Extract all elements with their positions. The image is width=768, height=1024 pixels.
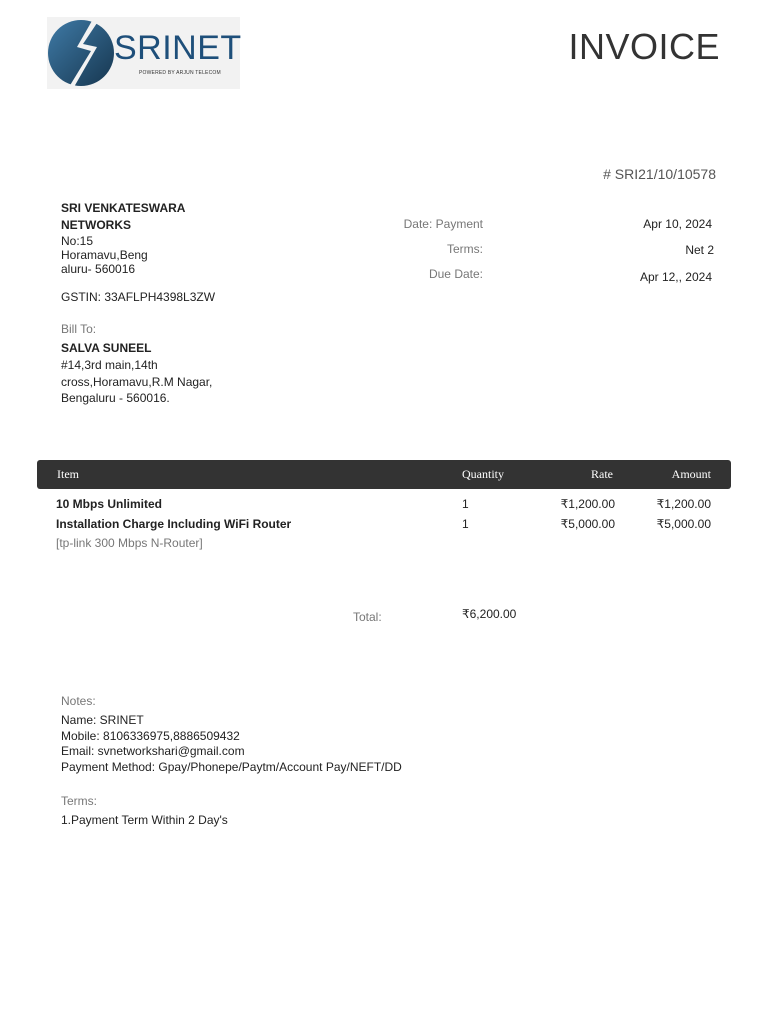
row-rate: ₹5,000.00 xyxy=(560,517,615,531)
terms-label: Terms: xyxy=(447,242,483,256)
row-quantity: 1 xyxy=(462,517,469,531)
seller-gstin: GSTIN: 33AFLPH4398L3ZW xyxy=(61,290,216,304)
row-amount: ₹1,200.00 xyxy=(656,497,711,511)
date-value: Apr 10, 2024 xyxy=(643,217,712,231)
row-item-name: Installation Charge Including WiFi Router xyxy=(56,517,292,531)
row-quantity: 1 xyxy=(462,497,469,511)
total-label: Total: xyxy=(353,610,382,624)
seller-address-line: aluru- 560016 xyxy=(61,262,136,276)
terms-section-label: Terms: xyxy=(61,794,97,808)
bill-to-name: SALVA SUNEEL xyxy=(61,341,152,355)
header-rate: Rate xyxy=(591,467,613,481)
logo-tagline: POWERED BY ARJUN TELECOM xyxy=(139,70,221,76)
seller-address-line: No:15 xyxy=(61,234,94,248)
invoice-number: # SRI21/10/10578 xyxy=(603,166,716,182)
row-item-description: [tp-link 300 Mbps N-Router] xyxy=(56,536,203,550)
notes-label: Notes: xyxy=(61,694,96,708)
notes-line: Payment Method: Gpay/Phonepe/Paytm/Account Pay/NEFT/DD xyxy=(61,760,402,774)
total-value: ₹6,200.00 xyxy=(462,607,517,621)
row-item-name: 10 Mbps Unlimited xyxy=(56,497,163,511)
items-table-header xyxy=(37,460,731,489)
terms-value: Net 2 xyxy=(685,243,714,257)
date-label: Date: Payment xyxy=(403,217,483,231)
header-item: Item xyxy=(57,467,79,481)
invoice-title: INVOICE xyxy=(568,26,720,67)
notes-line: Name: SRINET xyxy=(61,713,144,727)
logo-mark-icon xyxy=(47,17,119,89)
seller-name: SRI VENKATESWARA NETWORKS xyxy=(61,201,186,232)
company-logo xyxy=(47,17,240,89)
header-quantity: Quantity xyxy=(462,467,504,481)
bill-to-address: #14,3rd main,14th cross,Horamavu,R.M Nagar, Bengaluru - 560016. xyxy=(61,358,213,405)
due-date-value: Apr 12,, 2024 xyxy=(639,270,712,284)
header-amount: Amount xyxy=(671,467,711,481)
row-rate: ₹1,200.00 xyxy=(560,497,615,511)
due-date-label: Due Date: xyxy=(428,267,483,281)
notes-line: Email: svnetworkshari@gmail.com xyxy=(61,744,245,758)
seller-address xyxy=(61,234,171,276)
logo-wordmark: SRINET xyxy=(114,29,242,67)
seller-address-line: Horamavu,Beng xyxy=(61,248,148,262)
bill-to-label: Bill To: xyxy=(61,322,97,336)
row-amount: ₹5,000.00 xyxy=(656,517,711,531)
notes-line: Mobile: 8106336975,8886509432 xyxy=(61,729,240,743)
terms-text: 1.Payment Term Within 2 Day's xyxy=(61,813,228,827)
